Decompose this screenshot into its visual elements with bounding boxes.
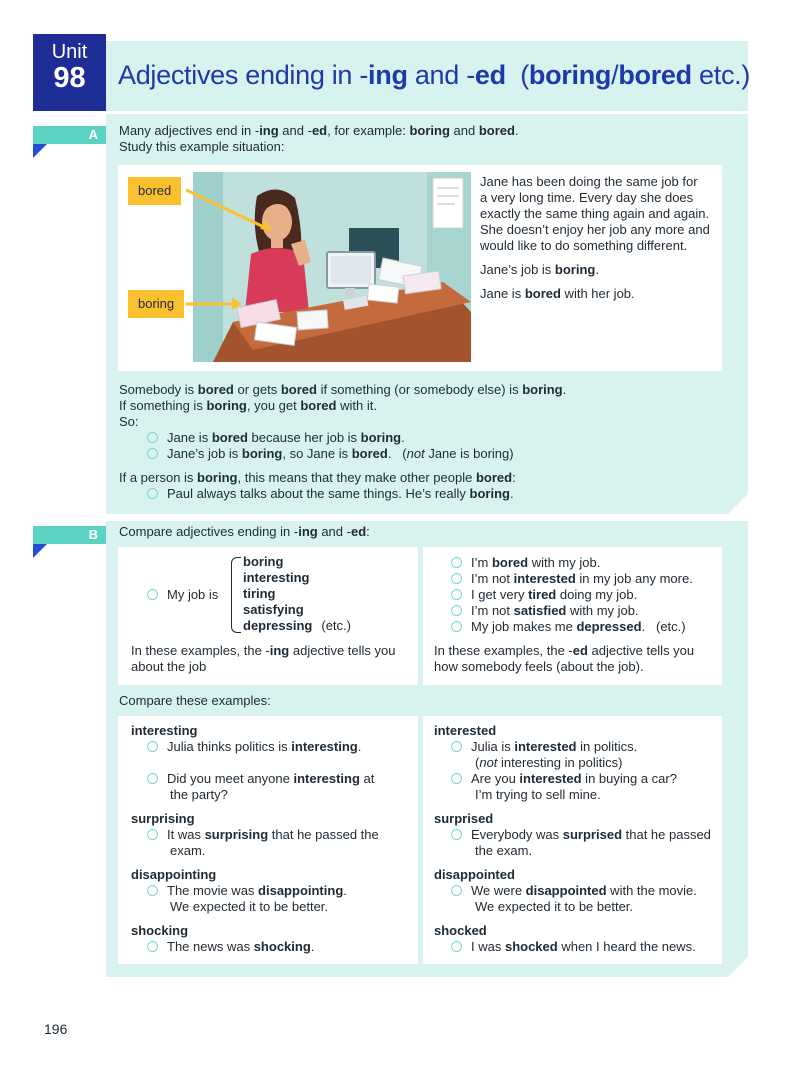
text: Jane’s job is (480, 262, 555, 277)
text: I’m not (471, 571, 514, 586)
section-a-intro (119, 123, 519, 139)
compare-label: Compare these examples: (119, 693, 271, 708)
callout-boring: boring (128, 290, 184, 318)
unit-badge (33, 34, 106, 111)
text: not (479, 755, 498, 770)
text: Julia thinks politics is (167, 739, 292, 754)
text: ed (572, 643, 588, 658)
text: The news was (167, 939, 254, 954)
text: ing (259, 123, 279, 138)
bullet-icon (147, 885, 158, 896)
corner-fold (728, 494, 748, 514)
example-line (451, 827, 711, 843)
text: with her job. (560, 286, 635, 301)
text: I’m (471, 555, 492, 570)
text: Did you meet anyone (167, 771, 294, 786)
brace (231, 557, 241, 633)
text: : (366, 524, 370, 539)
text: , for example: (327, 123, 410, 138)
bullet-icon (147, 488, 158, 499)
ing-adjective-row (243, 618, 351, 634)
text: If a person is (119, 470, 198, 485)
text: , so Jane is (282, 446, 352, 461)
text: boring (469, 486, 510, 501)
text: I was (471, 939, 505, 954)
text: interesting (291, 739, 358, 754)
title-part: boring (528, 60, 612, 90)
ed-example (451, 555, 600, 571)
bullet-icon (451, 773, 462, 784)
text: . (641, 619, 646, 634)
so-label: So: (119, 414, 139, 429)
text: interested (514, 739, 577, 754)
bullet-icon (147, 941, 158, 952)
text: Somebody is (119, 382, 198, 397)
example-line (147, 883, 347, 899)
text: I get very (471, 587, 529, 602)
ing-note-2: about the job (131, 659, 207, 674)
text: Paul always talks about the same things. He’s really (167, 486, 470, 501)
text: in buying a car? (581, 771, 677, 786)
text: bored (300, 398, 337, 413)
example-2 (147, 446, 514, 462)
example-line (451, 939, 696, 955)
example-heading: interested (434, 723, 497, 738)
example-heading: surprised (434, 811, 494, 826)
rule-1 (119, 382, 566, 398)
example-line (147, 771, 374, 787)
text: , this means that they make other people (237, 470, 476, 485)
bullet-icon (451, 829, 462, 840)
text: that he passed the (268, 827, 379, 842)
bullet-icon (451, 741, 462, 752)
example-heading: disappointed (434, 867, 515, 882)
title-part: bored (618, 60, 692, 90)
my-job-is-line (147, 587, 218, 603)
example-line-cont: exam. (170, 843, 206, 858)
text: The movie was (167, 883, 259, 898)
section-b-intro (119, 524, 370, 540)
text: Are you (471, 771, 520, 786)
example-heading: shocking (131, 923, 189, 938)
bullet-icon (451, 885, 462, 896)
text: . (514, 123, 519, 138)
text: bored (478, 123, 515, 138)
example-line-cont: We expected it to be better. (475, 899, 634, 914)
ing-note (131, 643, 395, 659)
text: with it. (336, 398, 377, 413)
example-line (451, 771, 677, 787)
text: disappointed (525, 883, 607, 898)
ing-adjective: interesting (243, 570, 310, 585)
text: If something is (119, 398, 207, 413)
ing-adjective: depressing (243, 618, 313, 633)
text: tired (528, 587, 557, 602)
text: In these examples, the - (131, 643, 270, 658)
page-title (118, 60, 750, 91)
text: bored (280, 382, 317, 397)
text: ( (475, 755, 480, 770)
example-heading: interesting (131, 723, 198, 738)
text: surprising (204, 827, 269, 842)
section-a-tab: A (33, 126, 106, 144)
example-3 (147, 486, 514, 502)
example-line (147, 939, 314, 955)
etc-label: (etc.) (321, 618, 351, 633)
example-heading: surprising (131, 811, 195, 826)
callout-arrows (186, 176, 286, 316)
example-line (147, 827, 379, 843)
text: and - (278, 123, 312, 138)
text: . (343, 883, 347, 898)
bullet-icon (147, 432, 158, 443)
text: . (401, 430, 405, 445)
ed-note-2: how somebody feels (about the job). (434, 659, 644, 674)
corner-fold (728, 957, 748, 977)
example-heading: disappointing (131, 867, 217, 882)
callout-bored: bored (128, 177, 181, 205)
text: with my job. (528, 555, 601, 570)
story-line: would like to do something different. (480, 238, 688, 253)
text: bored (475, 470, 513, 485)
text: shocked (504, 939, 558, 954)
bullet-icon (451, 557, 462, 568)
text: . ( (387, 446, 407, 461)
text: : (512, 470, 516, 485)
text: in politics. (576, 739, 638, 754)
title-part: and - (407, 60, 475, 90)
ing-adjective: boring (243, 554, 284, 569)
text: if something (or somebody else) is (316, 382, 523, 397)
tab-corner (33, 544, 47, 558)
title-part: Adjectives ending in - (118, 60, 369, 90)
bullet-icon (451, 621, 462, 632)
text: boring (409, 123, 450, 138)
text: disappointing (258, 883, 344, 898)
title-part: / (611, 60, 619, 90)
bullet-icon (147, 448, 158, 459)
section-a-intro-2: Study this example situation: (119, 139, 285, 154)
title-part: ed (474, 60, 506, 90)
text: ing (298, 524, 318, 539)
ed-example (451, 571, 693, 587)
text: . (595, 262, 599, 277)
example-1 (147, 430, 405, 446)
title-part: ( (505, 60, 529, 90)
text: adjective tells you (587, 643, 695, 658)
text: interested (513, 571, 576, 586)
bullet-icon (147, 773, 158, 784)
text: Jane is (167, 430, 212, 445)
job-boring-sentence (480, 262, 599, 278)
text: bored (211, 430, 248, 445)
example-line-cont: the party? (170, 787, 228, 802)
ed-example (451, 603, 639, 619)
text: My job makes me (471, 619, 577, 634)
story-line: a very long time. Every day she does (480, 190, 694, 205)
example-line-cont: I’m trying to sell mine. (475, 787, 601, 802)
bullet-icon (451, 605, 462, 616)
bullet-icon (451, 941, 462, 952)
title-part: etc.) (691, 60, 751, 90)
text: surprised (562, 827, 623, 842)
text: Many adjectives end in - (119, 123, 260, 138)
text: We were (471, 883, 526, 898)
text: Jane is (480, 286, 525, 301)
bullet-icon (451, 573, 462, 584)
bullet-icon (147, 741, 158, 752)
jane-bored-sentence (480, 286, 635, 302)
text: satisfied (513, 603, 567, 618)
story-line: exactly the same thing again and again. (480, 206, 710, 221)
bullet-icon (147, 829, 158, 840)
text: bored (197, 382, 234, 397)
text: because her job is (247, 430, 361, 445)
text: bored (491, 555, 529, 570)
example-line-cont: We expected it to be better. (170, 899, 329, 914)
text: . (509, 486, 514, 501)
text: . (562, 382, 567, 397)
text: bored (524, 286, 561, 301)
text: boring (241, 446, 283, 461)
text: boring (197, 470, 238, 485)
text: boring (360, 430, 402, 445)
bullet-icon (451, 589, 462, 600)
text: doing my job. (556, 587, 638, 602)
text: shocking (253, 939, 311, 954)
example-line (451, 883, 697, 899)
text: Jane is boring) (424, 446, 514, 461)
text: ed (350, 524, 367, 539)
rule-3 (119, 470, 516, 486)
text: (etc.) (645, 619, 686, 634)
text: when I heard the news. (557, 939, 696, 954)
example-line (147, 739, 361, 755)
unit-label: Unit (51, 41, 88, 63)
example-line-cont (475, 755, 622, 771)
text: , you get (246, 398, 301, 413)
text: and - (317, 524, 351, 539)
text: with the movie. (606, 883, 697, 898)
text: or gets (233, 382, 281, 397)
text: Everybody was (471, 827, 563, 842)
text: I’m not (471, 603, 514, 618)
page-number: 196 (44, 1021, 68, 1037)
text: It was (167, 827, 205, 842)
example-line (451, 739, 637, 755)
ed-note (434, 643, 694, 659)
text: that he passed (622, 827, 711, 842)
text: not (406, 446, 425, 461)
tab-corner (33, 144, 47, 158)
text: interesting (293, 771, 360, 786)
text: Compare adjectives ending in - (119, 524, 299, 539)
text: . (357, 739, 362, 754)
section-b-tab: B (33, 526, 106, 544)
text: Julia is (471, 739, 515, 754)
text: . (310, 939, 315, 954)
text: ing (269, 643, 290, 658)
story-line: She doesn’t enjoy her job any more and (480, 222, 710, 237)
text: depressed (576, 619, 642, 634)
text: interested (519, 771, 582, 786)
text: boring (206, 398, 247, 413)
text: bored (351, 446, 388, 461)
text: in my job any more. (575, 571, 693, 586)
text: boring (522, 382, 563, 397)
text: ed (311, 123, 328, 138)
text: Jane’s job is (167, 446, 242, 461)
ing-adjective: tiring (243, 586, 276, 601)
title-part: ing (368, 60, 408, 90)
unit-number: 98 (53, 62, 86, 94)
ed-example (451, 619, 686, 635)
ed-example (451, 587, 637, 603)
text: adjective tells you (289, 643, 396, 658)
text: My job is (167, 587, 219, 602)
bullet-icon (147, 589, 158, 600)
text: at (359, 771, 375, 786)
text: and (449, 123, 479, 138)
text: In these examples, the - (434, 643, 573, 658)
example-line-cont: the exam. (475, 843, 533, 858)
rule-2 (119, 398, 377, 414)
text: interesting in politics) (497, 755, 623, 770)
text: boring (554, 262, 596, 277)
story-line: Jane has been doing the same job for (480, 174, 698, 189)
example-heading: shocked (434, 923, 487, 938)
text: with my job. (566, 603, 639, 618)
ing-adjective: satisfying (243, 602, 304, 617)
